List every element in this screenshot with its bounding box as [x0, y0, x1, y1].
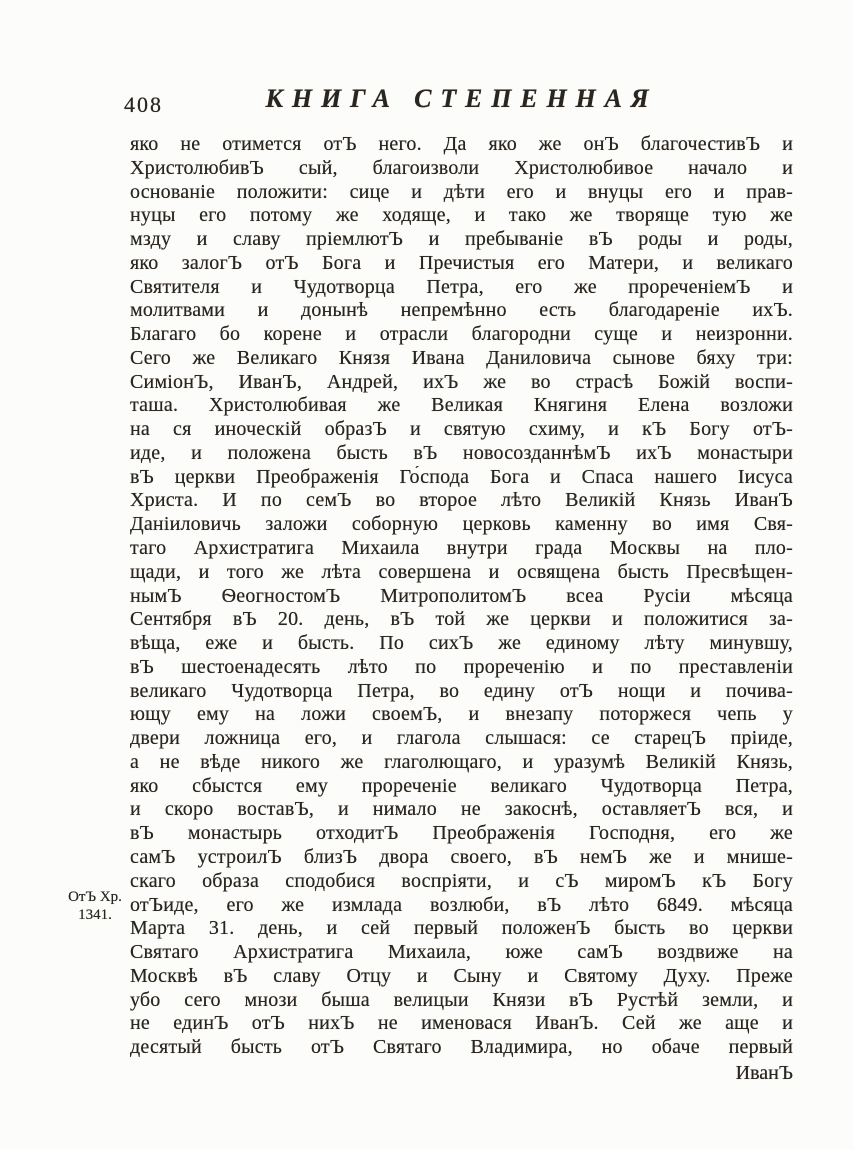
text-line: СиміонЪ, ИванЪ, Андрей, ихЪ же во страсѣ Божій воспи- — [130, 370, 793, 393]
text-line: яко сбыстся ему прореченіе великаго Чудотворца Петра, — [130, 774, 793, 797]
text-line: таша. Христолюбивая же Великая Княгиня Елена возложи — [130, 394, 793, 417]
text-line: а не вѣде никого же глаголющаго, и уразумѣ Великій Князь, — [130, 750, 793, 773]
text-line: вѣща, еже и бысть. По сихЪ же единому лѣту минувшу, — [130, 632, 793, 655]
margin-note — [56, 888, 134, 924]
text-line: самЪ устроилЪ близЪ двора своего, вЪ немЪ же и мнише- — [130, 845, 793, 868]
catchword: ИванЪ — [735, 1062, 793, 1084]
text-line: убо сего мнози быша велицыи Князи вЪ Рустѣй земли, и — [130, 988, 793, 1011]
text-line: великаго Чудотворца Петра, во едину отЪ нощи и почива- — [130, 679, 793, 702]
text-line: яко залогЪ отЪ Бога и Пречистыя его Матери, и великаго — [130, 251, 793, 274]
text-line: и скоро воставЪ, и нимало не закоснѣ, оставляетЪ вся, и — [130, 798, 793, 821]
text-line: вЪ церкви Преображенія Го́спода Бога и Спаса нашего Іисуса — [130, 465, 793, 488]
text-line: Благаго бо корене и отрасли благородни суще и неизронни. — [130, 323, 793, 346]
text-line: иде, и положена бысть вЪ новосозданнѣмЪ ихЪ монастыри — [130, 441, 793, 464]
text-line: Сего же Великаго Князя Ивана Даниловича сынове бяху три: — [130, 346, 793, 369]
body-text-block — [130, 133, 793, 1060]
text-line: Святителя и Чудотворца Петра, его же прореченіемЪ и — [130, 275, 793, 298]
text-line: мзду и славу пріемлютЪ и пребываніе вЪ роды и роды, — [130, 228, 793, 251]
page-number: 408 — [124, 92, 163, 117]
text-line: таго Архистратига Михаила внутри града Москвы на пло- — [130, 537, 793, 560]
text-line: ХристолюбивЪ сый, благоизволи Христолюбивое начало и — [130, 156, 793, 179]
text-line: Сентября вЪ 20. день, вЪ той же церкви и положитися за- — [130, 608, 793, 631]
text-line: Марта 31. день, и сей первый положенЪ бысть во церкви — [130, 917, 793, 940]
margin-note-year: 1341. — [78, 907, 112, 923]
text-line: яко не отимется отЪ него. Да яко же онЪ благочестивЪ и — [130, 133, 793, 155]
text-line: на ся иноческій образЪ и святую схиму, и кЪ Богу отЪ- — [130, 418, 793, 441]
text-line: ющу ему на ложи своемЪ, и внезапу поторжеся чепь у — [130, 703, 793, 726]
text-line: нымЪ ѲеогностомЪ МитрополитомЪ всеа Русіи мѣсяца — [130, 584, 793, 607]
margin-note-era: ОтЪ Хр. — [68, 889, 122, 905]
text-line: скаго образа сподобися воспріяти, и сЪ миромЪ кЪ Богу — [130, 869, 793, 892]
text-line: нуцы его потому же ходяще, и тако же творяще тую же — [130, 204, 793, 227]
text-line: Москвѣ вЪ славу Отцу и Сыну и Святому Духу. Преже — [130, 964, 793, 987]
text-line: вЪ монастырь отходитЪ Преображенія Господня, его же — [130, 822, 793, 845]
text-line: щади, и того же лѣта совершена и освящена бысть Пресвѣщен- — [130, 560, 793, 583]
text-line: Христа. И по семЪ во второе лѣто Великій Князь ИванЪ — [130, 489, 793, 512]
text-line: двери ложница его, и глагола слышася: се старецЪ пріиде, — [130, 727, 793, 750]
text-line: не единЪ отЪ нихЪ не именовася ИванЪ. Сей же аще и — [130, 1012, 793, 1035]
text-line: основаніе положити: сице и дѣти его и внуцы его и прав- — [130, 180, 793, 203]
text-line: десятый бысть отЪ Святаго Владимира, но обаче первый — [130, 1036, 793, 1059]
text-line: Святаго Архистратига Михаила, юже самЪ воздвиже на — [130, 941, 793, 964]
text-line: молитвами и донынѣ непремѣнно есть благодареніе ихЪ. — [130, 299, 793, 322]
catchword-row — [130, 1062, 793, 1085]
text-line: Даніиловичь заложи соборную церковь каменну во имя Свя- — [130, 513, 793, 536]
text-line: отЪиде, его же измлада возлюби, вЪ лѣто 6849. мѣсяца — [130, 893, 793, 916]
text-line: вЪ шестоенадесять лѣто по прореченію и по преставленіи — [130, 655, 793, 678]
running-header-title: КНИГА СТЕПЕННАЯ — [265, 84, 658, 113]
